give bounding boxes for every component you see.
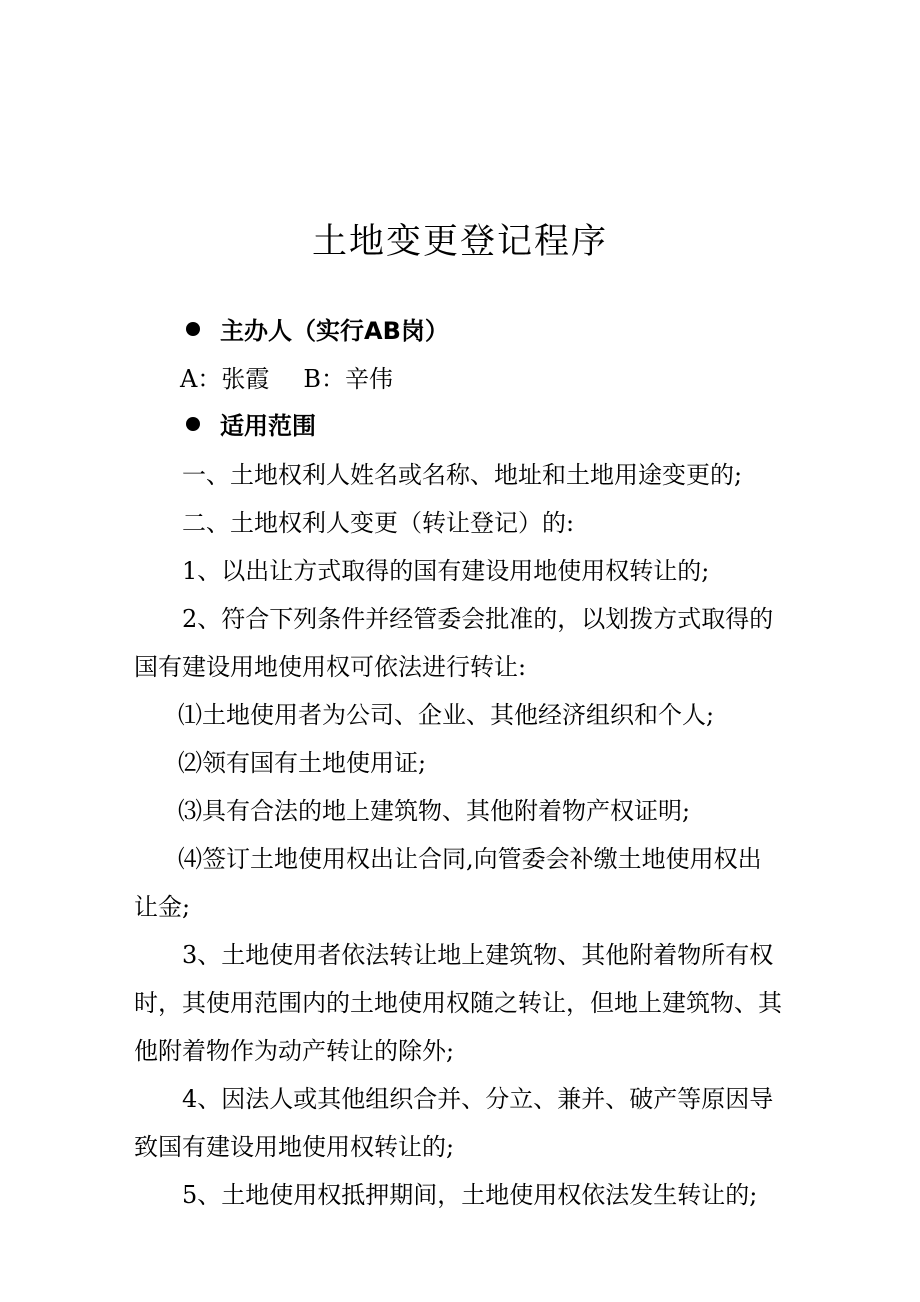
page-title: 土地变更登记程序 — [311, 222, 608, 262]
body-line: 2、符合下列条件并经管委会批准的，以划拨方式取得的 — [182, 605, 774, 633]
host-persons — [180, 364, 393, 394]
body-line: ⑵领有国有土地使用证; — [178, 749, 427, 777]
body-line: 他附着物作为动产转让的除外; — [134, 1037, 455, 1065]
bullet-icon — [186, 322, 200, 336]
body-line: 3、土地使用者依法转让地上建筑物、其他附着物所有权 — [182, 941, 774, 969]
body-line: ⑷签订土地使用权出让合同,向管委会补缴土地使用权出 — [178, 845, 762, 873]
bullet-icon — [186, 417, 200, 431]
body-line: 让金; — [134, 893, 191, 921]
body-line: ⑶具有合法的地上建筑物、其他附着物产权证明; — [178, 797, 691, 825]
body-line: 致国有建设用地使用权转让的; — [134, 1133, 455, 1161]
body-line: 二、土地权利人变更（转让登记）的: — [182, 509, 575, 537]
person-a: A：张霞 — [180, 365, 270, 393]
body-line: ⑴土地使用者为公司、企业、其他经济组织和个人; — [178, 701, 715, 729]
host-heading-text: 主办人（实行AB岗） — [220, 317, 449, 345]
body-line: 国有建设用地使用权可依法进行转让: — [134, 653, 527, 681]
body-line: 1、以出让方式取得的国有建设用地使用权转让的; — [182, 557, 710, 585]
body-line: 一、土地权利人姓名或名称、地址和土地用途变更的; — [182, 461, 743, 489]
body-line: 时，其使用范围内的土地使用权随之转让，但地上建筑物、其 — [134, 989, 782, 1017]
host-section-heading — [186, 316, 449, 346]
person-b: B：辛伟 — [303, 365, 393, 393]
body-line: 5、土地使用权抵押期间，土地使用权依法发生转让的; — [182, 1181, 758, 1209]
scope-heading-text: 适用范围 — [220, 412, 316, 440]
body-line: 4、因法人或其他组织合并、分立、兼并、破产等原因导 — [182, 1085, 774, 1113]
scope-section-heading — [186, 411, 316, 441]
